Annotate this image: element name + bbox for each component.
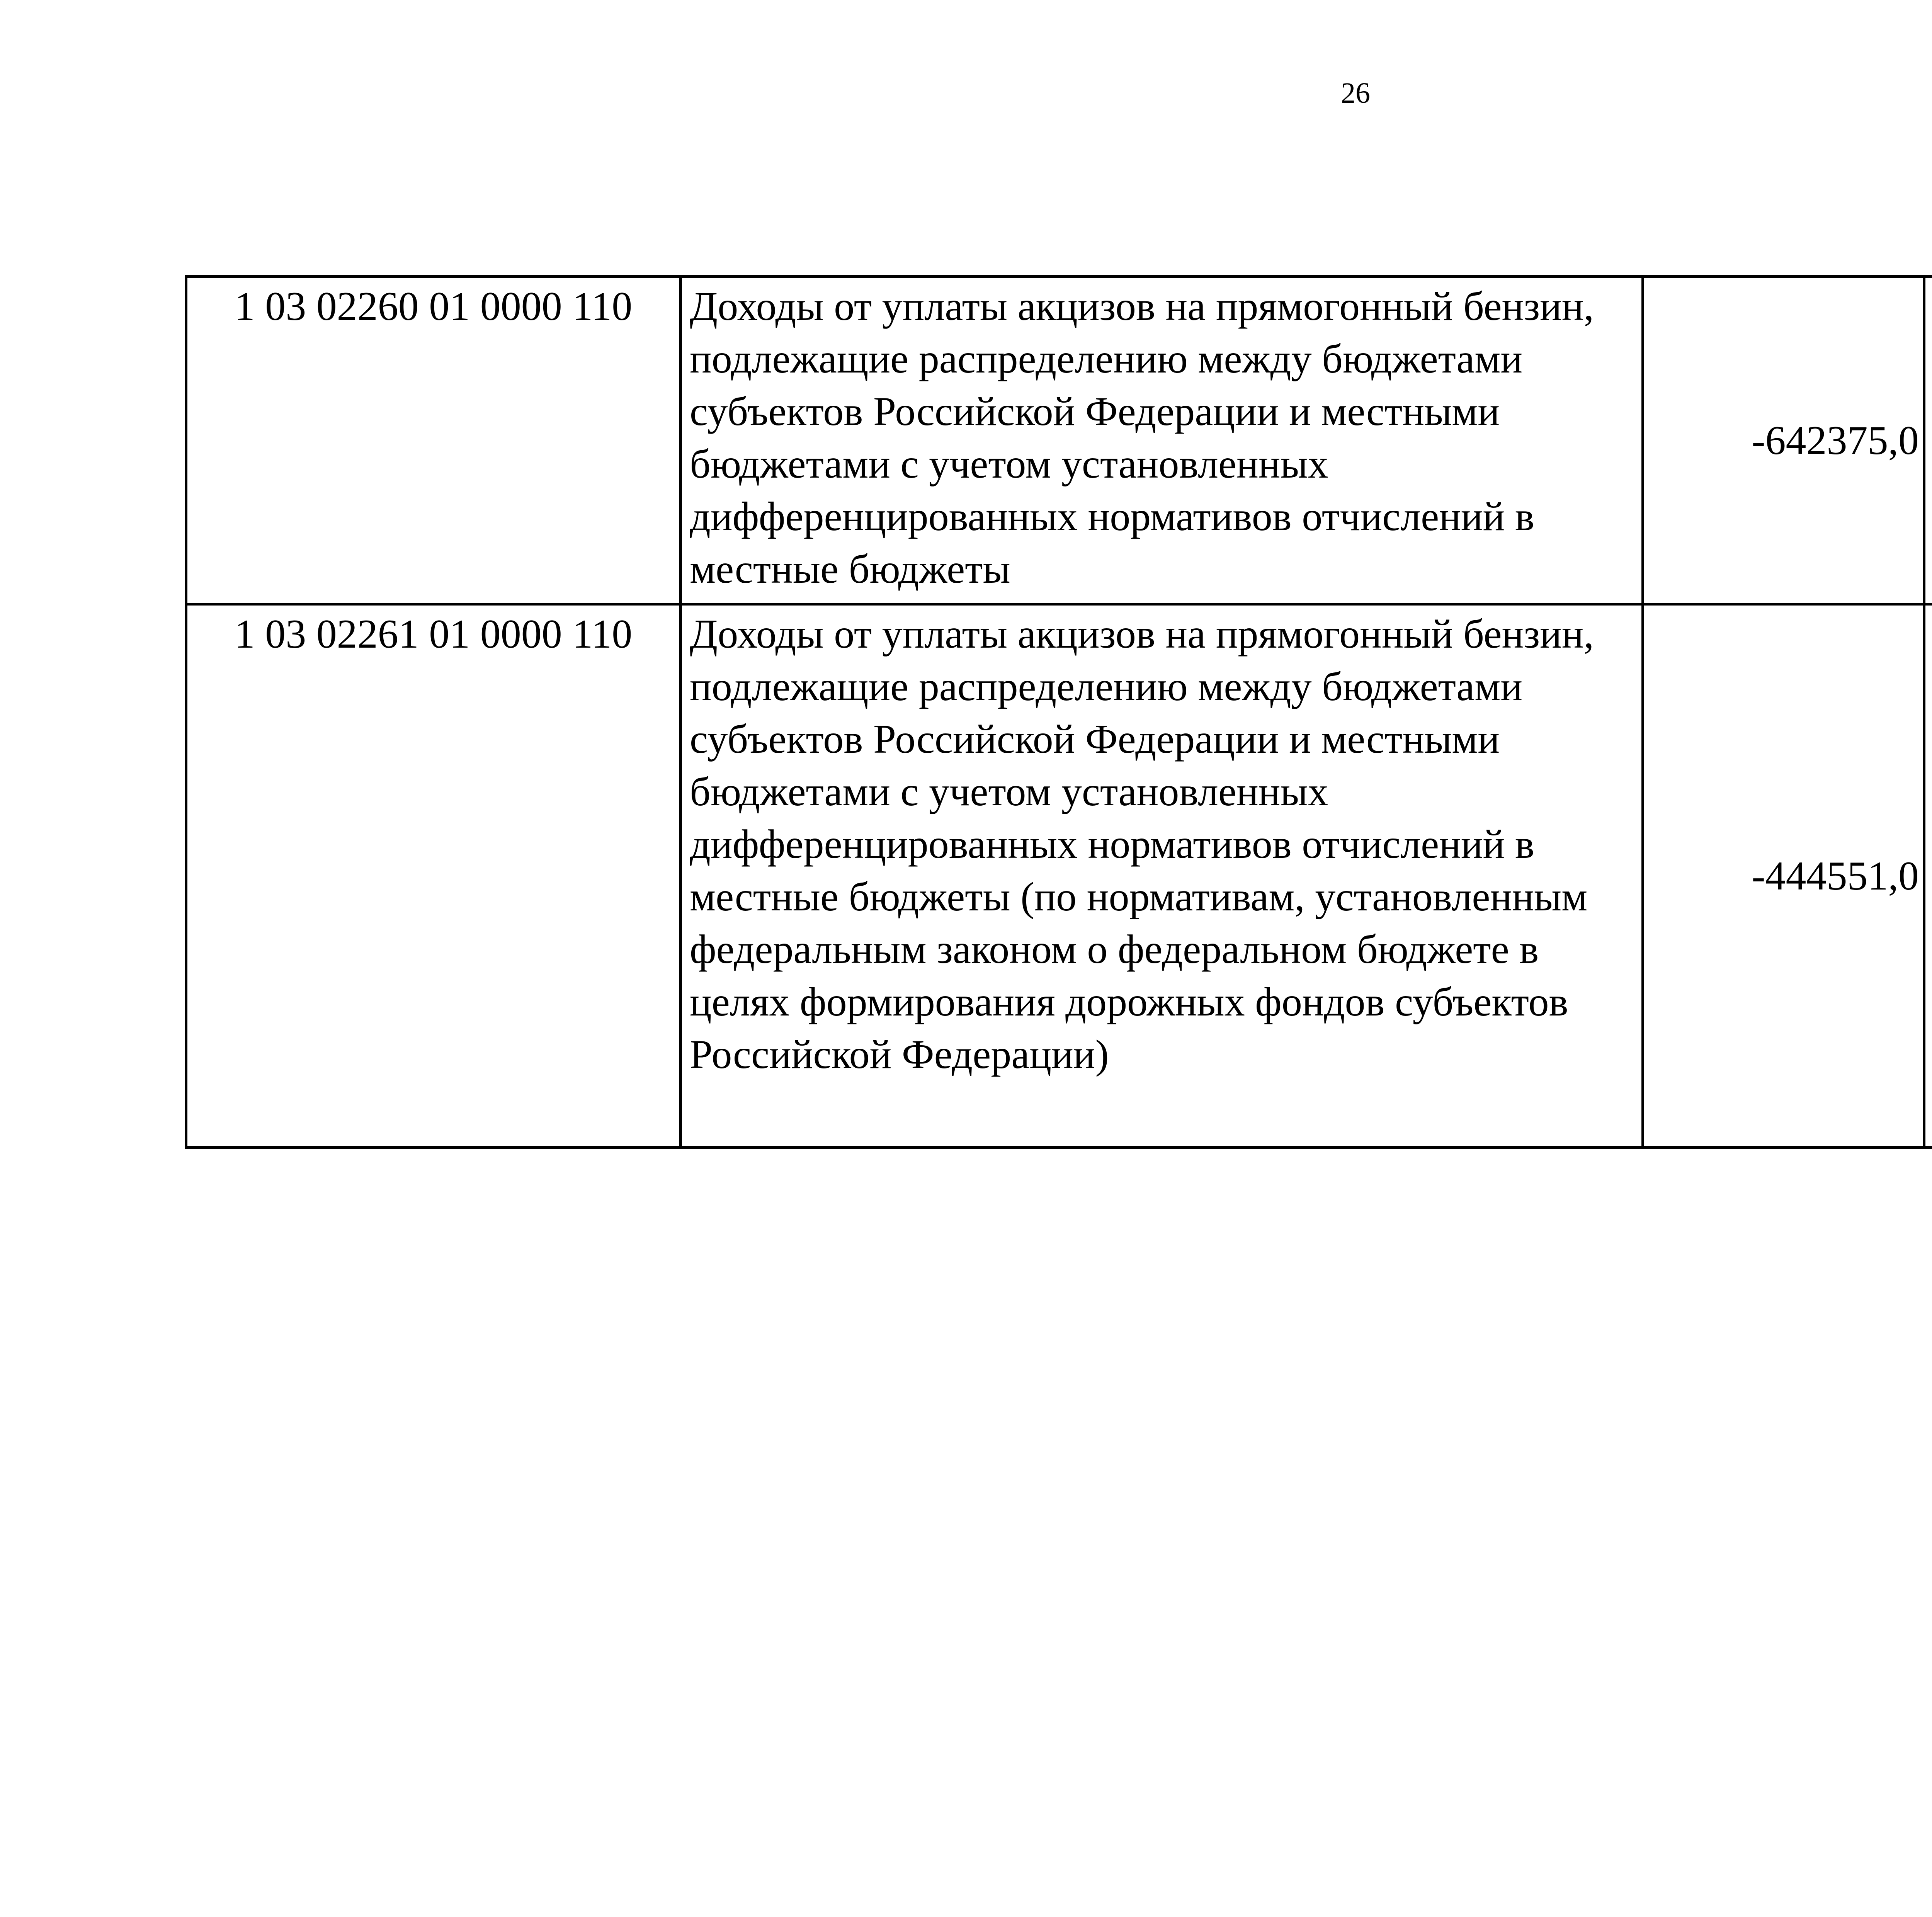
value-cell-year-1: -444551,0 bbox=[1643, 604, 1924, 1148]
table-row bbox=[186, 604, 1932, 1148]
description-cell: Доходы от уплаты акцизов на прямогонный бензин, подлежащие распределению между бюджетами субъектов Российской Федерации и местными бюджетами с учетом установленных дифференцированных нормативов отчислений в местные бюджеты (по нормативам, установленным федеральным законом о федеральном бюджете в целях формирования дорожных фондов субъектов Российской Федерации) bbox=[681, 604, 1643, 1148]
budget-code-cell: 1 03 02260 01 0000 110 bbox=[186, 277, 681, 604]
value-cell-year-2 bbox=[1924, 604, 1932, 1148]
value-cell-year-1: -642375,0 bbox=[1643, 277, 1924, 604]
table-row bbox=[186, 277, 1932, 604]
budget-code-cell: 1 03 02261 01 0000 110 bbox=[186, 604, 681, 1148]
budget-table bbox=[185, 275, 1932, 1149]
page-number: 26 bbox=[1341, 77, 1370, 109]
value-cell-year-2 bbox=[1924, 277, 1932, 604]
description-cell: Доходы от уплаты акцизов на прямогонный бензин, подлежащие распределению между бюджетами субъектов Российской Федерации и местными бюджетами с учетом установленных дифференцированных нормативов отчислений в местные бюджеты bbox=[681, 277, 1643, 604]
